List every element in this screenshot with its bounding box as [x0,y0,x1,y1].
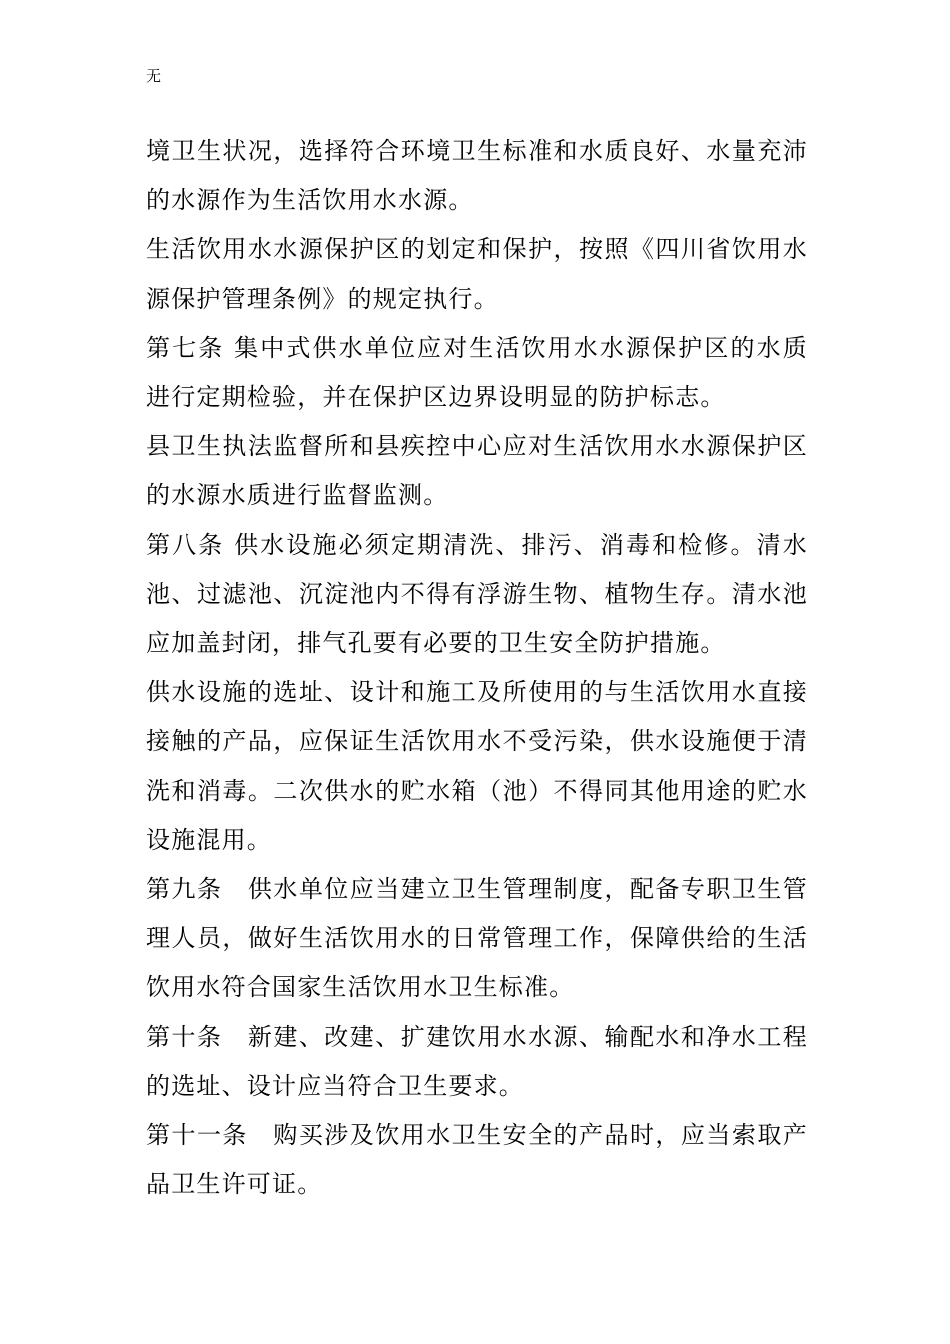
paragraph-article-8: 第八条 供水设施必须定期清洗、排污、消毒和检修。清水池、过滤池、沉淀池内不得有浮游生物、植物生存。清水池应加盖封闭，排气孔要有必要的卫生安全防护措施。 [146,530,808,658]
paragraph-facility-design: 供水设施的选址、设计和施工及所使用的与生活饮用水直接接触的产品，应保证生活饮用水不受污染，供水设施便于清洗和消毒。二次供水的贮水箱（池）不得同其他用途的贮水设施混用。 [146,678,808,854]
page-header: 无 [146,67,162,85]
paragraph-article-9: 第九条 供水单位应当建立卫生管理制度，配备专职卫生管理人员，做好生活饮用水的日常管理工作，保障供给的生活饮用水符合国家生活饮用水卫生标准。 [146,875,808,1002]
paragraph-water-source-selection: 境卫生状况，选择符合环境卫生标准和水质良好、水量充沛的水源作为生活饮用水水源。 [146,137,808,215]
document-body [146,127,808,1209]
paragraph-article-11: 第十一条 购买涉及饮用水卫生安全的产品时，应当索取产品卫生许可证。 [146,1121,808,1199]
paragraph-article-7: 第七条 集中式供水单位应对生活饮用水水源保护区的水质进行定期检验，并在保护区边界设明显的防护标志。 [146,333,808,412]
paragraph-monitoring: 县卫生执法监督所和县疾控中心应对生活饮用水水源保护区的水源水质进行监督监测。 [146,432,808,510]
paragraph-article-10: 第十条 新建、改建、扩建饮用水水源、输配水和净水工程的选址、设计应当符合卫生要求。 [146,1022,808,1100]
paragraph-protection-zone: 生活饮用水水源保护区的划定和保护，按照《四川省饮用水源保护管理条例》的规定执行。 [146,235,808,313]
